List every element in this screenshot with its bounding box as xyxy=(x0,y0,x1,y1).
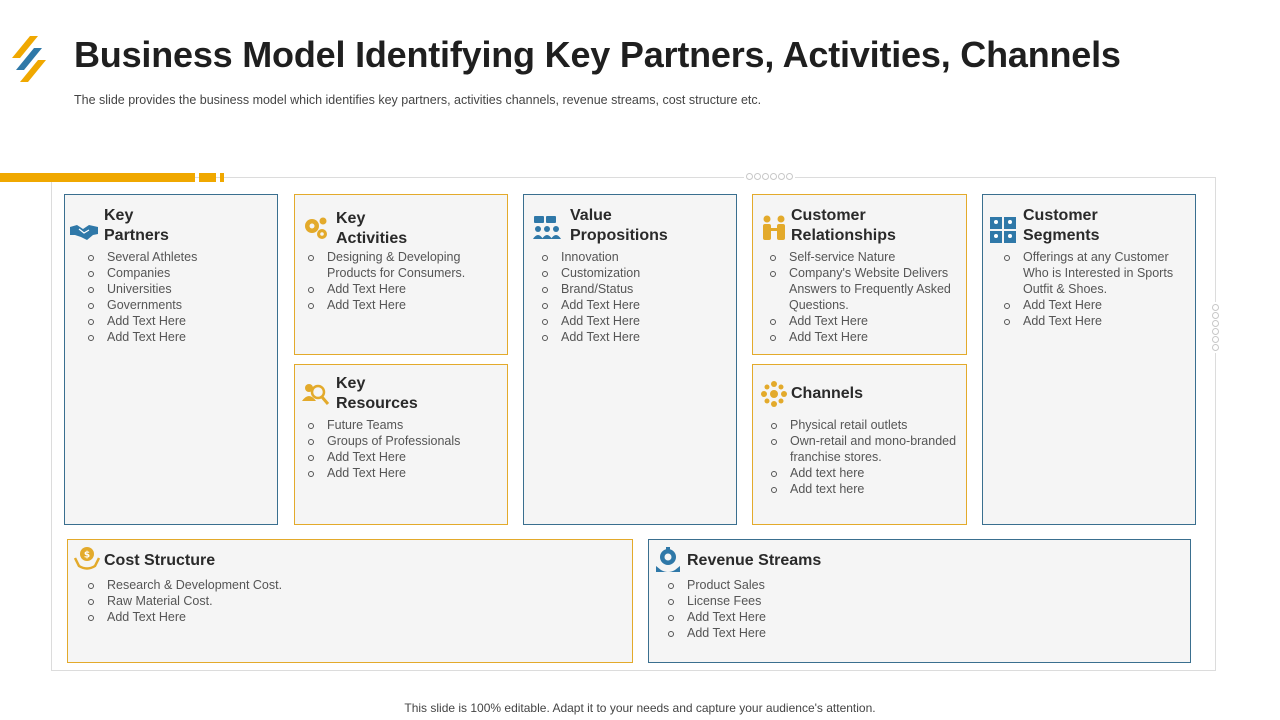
list-item: Self-service Nature xyxy=(769,249,965,265)
people-relationship-icon xyxy=(759,213,789,243)
list-item: Add Text Here xyxy=(541,313,721,329)
team-search-icon xyxy=(301,379,331,409)
accent-bar-segment xyxy=(199,173,216,182)
list-item: Designing & Developing Products for Consumers. xyxy=(307,249,487,281)
list-item: Add Text Here xyxy=(87,313,267,329)
channels-list xyxy=(770,417,960,497)
key-resources-list xyxy=(307,417,497,481)
logo-stripes-icon xyxy=(10,34,46,84)
handshake-icon xyxy=(69,215,99,245)
segments-grid-icon xyxy=(988,215,1018,245)
list-item: Offerings at any Customer Who is Interested in Sports Outfit & Shoes. xyxy=(1003,249,1189,297)
customer-segments-title: Customer Segments xyxy=(1023,207,1100,244)
list-item: Innovation xyxy=(541,249,721,265)
list-item: Add Text Here xyxy=(307,465,497,481)
value-propositions-list xyxy=(541,249,721,345)
group-chat-icon xyxy=(532,213,562,243)
list-item: Universities xyxy=(87,281,267,297)
list-item: Add Text Here xyxy=(541,329,721,345)
decorative-dots-right xyxy=(1212,302,1221,353)
cost-structure-list xyxy=(87,577,487,625)
channels-title: Channels xyxy=(791,385,864,402)
page-subtitle: The slide provides the business model which identifies key partners, activities channels, revenue streams, cost structure etc. xyxy=(74,93,762,107)
list-item: Brand/Status xyxy=(541,281,721,297)
list-item: Research & Development Cost. xyxy=(87,577,487,593)
list-item: Companies xyxy=(87,265,267,281)
customer-relationships-box xyxy=(752,194,967,355)
footer-note: This slide is 100% editable. Adapt it to your needs and capture your audience's attention. xyxy=(404,701,876,715)
customer-relationships-list xyxy=(769,249,965,345)
gears-icon xyxy=(301,213,331,243)
accent-bar-tick xyxy=(220,173,224,182)
key-activities-title: Key Activities xyxy=(336,210,408,247)
list-item: Add Text Here xyxy=(307,297,487,313)
list-item: Add Text Here xyxy=(667,609,1067,625)
list-item: Add Text Here xyxy=(769,313,965,329)
key-partners-list xyxy=(87,249,267,345)
page-title: Business Model Identifying Key Partners, Activities, Channels xyxy=(74,34,1121,75)
value-propositions-title: Value Propositions xyxy=(570,207,668,244)
key-partners-title: Key Partners xyxy=(104,207,169,244)
list-item: Own-retail and mono-branded franchise stores. xyxy=(770,433,960,465)
list-item: Governments xyxy=(87,297,267,313)
list-item: Add Text Here xyxy=(667,625,1067,641)
list-item: Customization xyxy=(541,265,721,281)
cost-structure-title: Cost Structure xyxy=(104,552,216,569)
revenue-gear-icon xyxy=(653,546,683,576)
list-item: Add Text Here xyxy=(307,281,487,297)
list-item: Raw Material Cost. xyxy=(87,593,487,609)
key-activities-list xyxy=(307,249,487,313)
list-item: Add Text Here xyxy=(769,329,965,345)
list-item: Add Text Here xyxy=(1003,297,1189,313)
list-item: Add Text Here xyxy=(87,329,267,345)
key-activities-box xyxy=(294,194,508,355)
value-propositions-box xyxy=(523,194,737,525)
customer-segments-box xyxy=(982,194,1196,525)
customer-relationships-title: Customer Relationships xyxy=(791,207,896,244)
revenue-streams-list xyxy=(667,577,1067,641)
network-nodes-icon xyxy=(759,379,789,409)
cost-structure-box xyxy=(67,539,633,663)
key-resources-title: Key Resources xyxy=(336,375,418,412)
list-item: Company's Website Delivers Answers to Frequently Asked Questions. xyxy=(769,265,965,313)
list-item: Several Athletes xyxy=(87,249,267,265)
list-item: Add Text Here xyxy=(1003,313,1189,329)
channels-box xyxy=(752,364,967,525)
list-item: Product Sales xyxy=(667,577,1067,593)
list-item: Add text here xyxy=(770,481,960,497)
list-item: Add Text Here xyxy=(307,449,497,465)
revenue-streams-box xyxy=(648,539,1191,663)
accent-bar xyxy=(0,173,195,182)
decorative-dots-top xyxy=(744,173,795,182)
list-item: Add Text Here xyxy=(87,609,487,625)
list-item: Add Text Here xyxy=(541,297,721,313)
customer-segments-list xyxy=(1003,249,1189,329)
svg-text:$: $ xyxy=(83,550,91,561)
money-hand-icon xyxy=(72,544,102,574)
revenue-streams-title: Revenue Streams xyxy=(687,552,822,569)
list-item: Future Teams xyxy=(307,417,497,433)
list-item: Physical retail outlets xyxy=(770,417,960,433)
list-item: Add text here xyxy=(770,465,960,481)
list-item: License Fees xyxy=(667,593,1067,609)
list-item: Groups of Professionals xyxy=(307,433,497,449)
key-partners-box xyxy=(64,194,278,525)
key-resources-box xyxy=(294,364,508,525)
